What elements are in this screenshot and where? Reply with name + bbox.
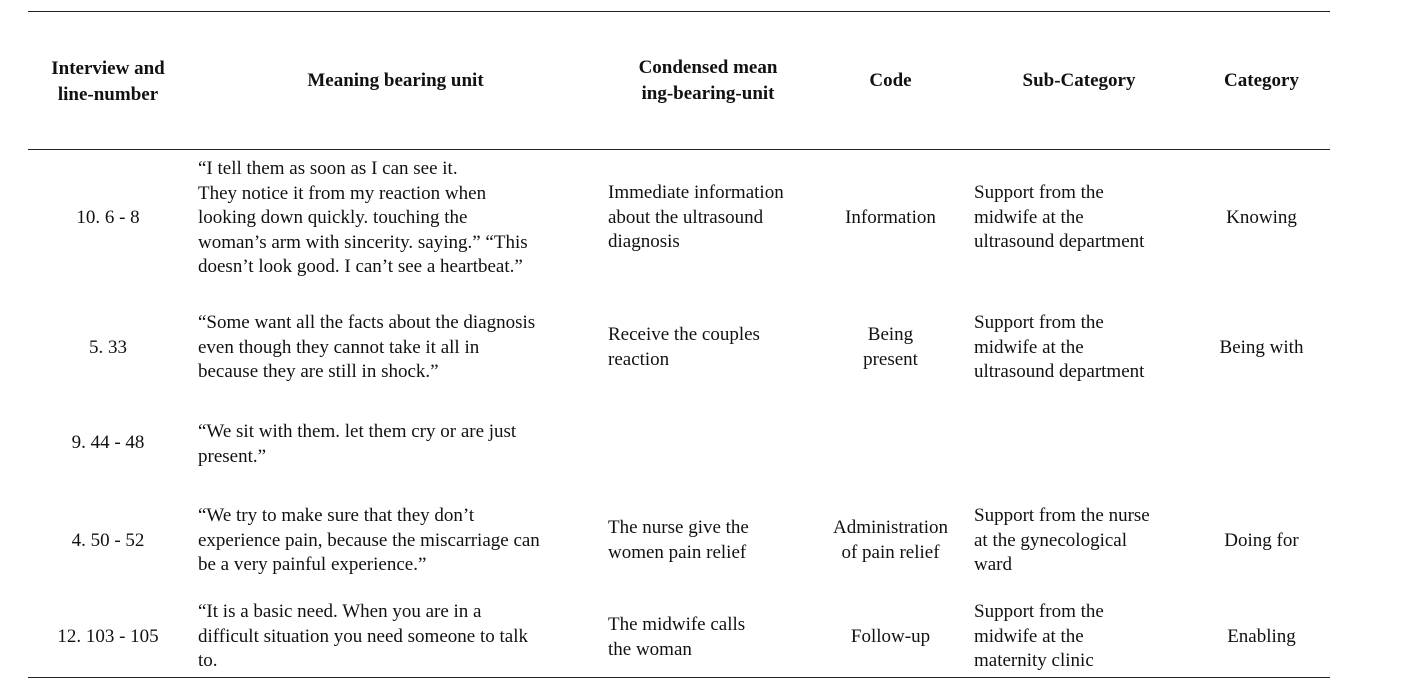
row-2-code: Being present [863, 324, 918, 370]
row-1-meaning-unit: “I tell them as soon as I can see it. They notice it from my reaction when looking down quickly. touching the woman’s arm with sincerity. saying.” “This doesn’t look good. I can’t see a heartbeat.” [198, 158, 528, 277]
table-bottom-rule [28, 677, 1330, 678]
row-4-category: Doing for [1224, 530, 1299, 551]
row-5-condensed: The midwife calls the woman [608, 614, 746, 660]
table-top-rule [28, 11, 1330, 12]
row-4-sub-category: Support from the nurse at the gynecological ward [974, 505, 1150, 575]
row-5-interview: 12. 103 - 105 [57, 626, 159, 647]
row-3-meaning-unit: “We sit with them. let them cry or are just present.” [198, 421, 517, 467]
row-2-interview: 5. 33 [89, 337, 127, 358]
row-1-category: Knowing [1226, 207, 1297, 228]
table-header-rule [28, 149, 1330, 150]
row-2-meaning-unit: “Some want all the facts about the diagnosis even though they cannot take it all in because they are still in shock.” [198, 312, 536, 382]
header-code: Code [869, 70, 912, 91]
header-meaning-unit: Meaning bearing unit [307, 70, 484, 91]
row-4-interview: 4. 50 - 52 [71, 530, 145, 551]
header-interview: Interview and line-number [51, 58, 165, 105]
row-1-code: Information [845, 207, 936, 228]
row-2-sub-category: Support from the midwife at the ultrasound department [974, 312, 1145, 382]
row-5-category: Enabling [1227, 626, 1296, 647]
header-category: Category [1224, 70, 1299, 91]
row-5-sub-category: Support from the midwife at the maternity clinic [974, 601, 1104, 671]
row-5-meaning-unit: “It is a basic need. When you are in a difficult situation you need someone to talk to. [198, 601, 528, 671]
row-4-condensed: The nurse give the women pain relief [608, 517, 749, 563]
row-4-code: Administration of pain relief [832, 517, 949, 563]
row-1-condensed: Immediate information about the ultrasound diagnosis [608, 182, 784, 252]
row-2-category: Being with [1219, 337, 1304, 358]
header-sub-category: Sub-Category [1022, 70, 1136, 91]
row-1-sub-category: Support from the midwife at the ultrasound department [974, 182, 1145, 252]
row-2-condensed: Receive the couples reaction [608, 324, 760, 370]
row-5-code: Follow-up [850, 626, 931, 647]
results-table [28, 0, 1330, 698]
row-1-interview: 10. 6 - 8 [76, 207, 140, 228]
row-3-interview: 9. 44 - 48 [71, 432, 145, 453]
header-condensed: Condensed mean ing-bearing-unit [638, 57, 778, 104]
row-4-meaning-unit: “We try to make sure that they don’t experience pain, because the miscarriage can be a very painful experience.” [198, 505, 540, 575]
